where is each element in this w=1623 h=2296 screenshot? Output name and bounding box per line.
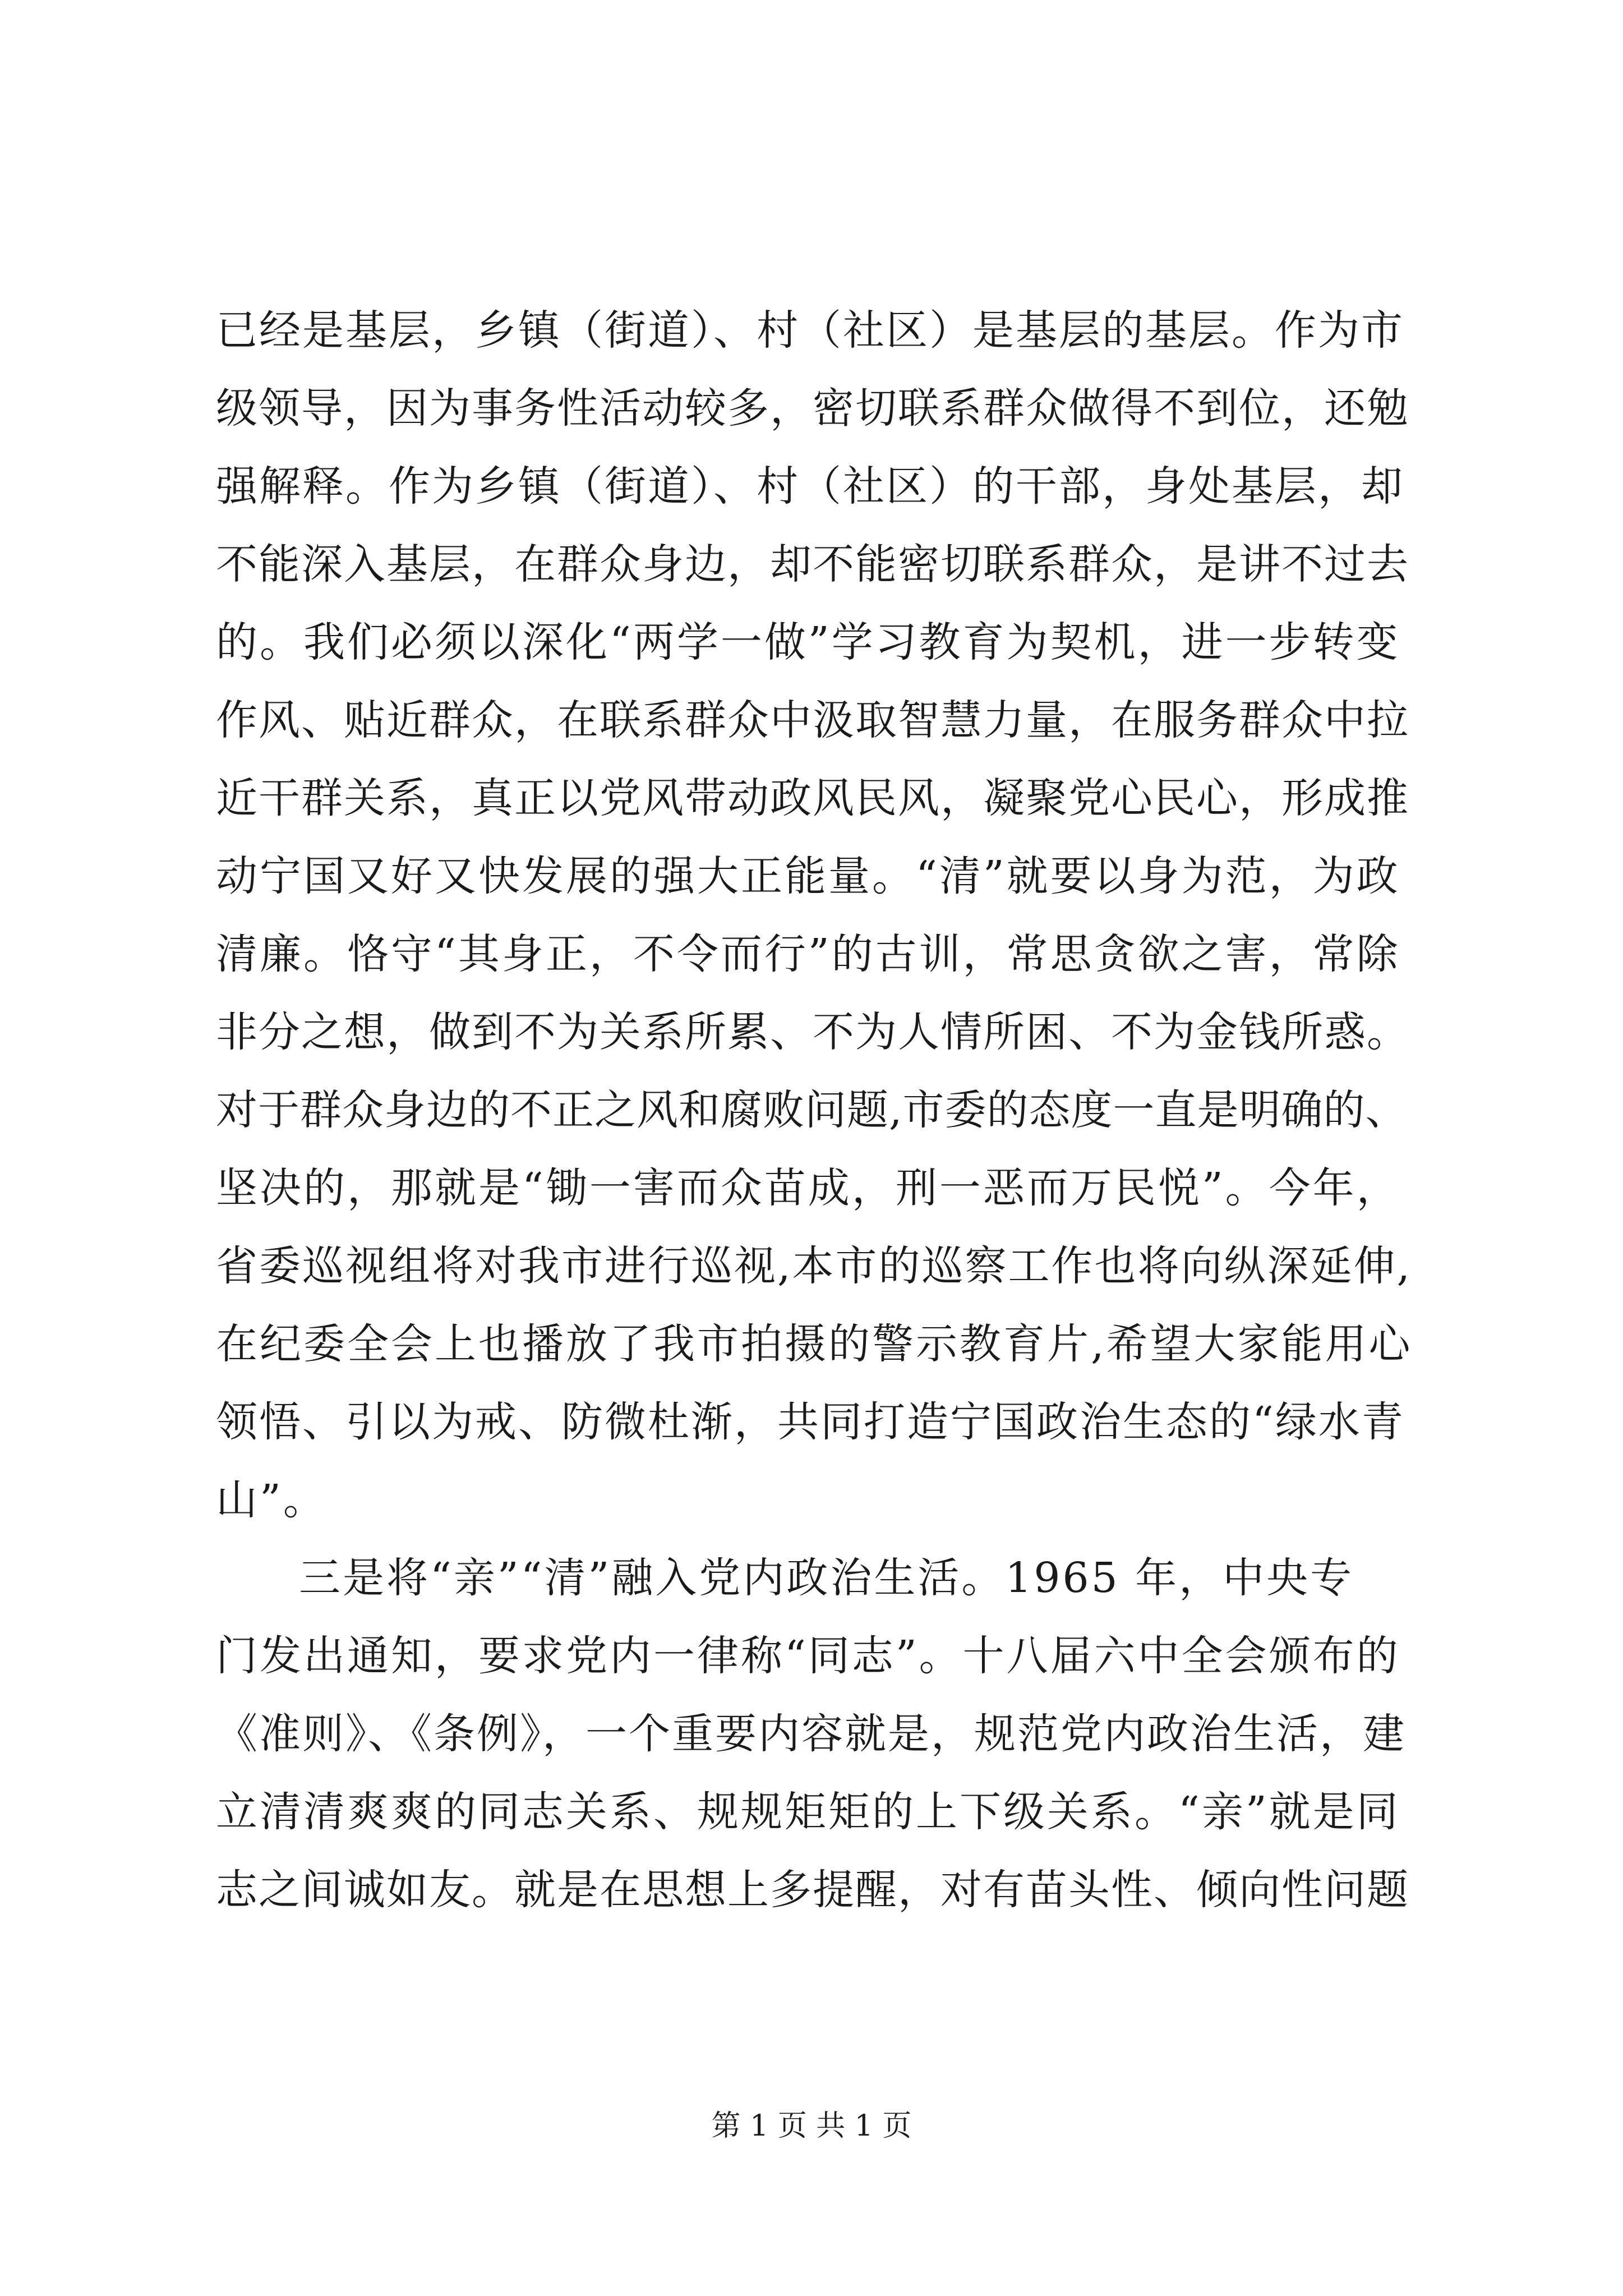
text-line: 的。我们必须以深化“两学一做”学习教育为契机，进一步转变 [216,618,1400,666]
text-line: 《准则》、《条例》，一个重要内容就是，规范党内政治生活，建 [216,1710,1406,1758]
text-line: 领悟、引以为戒、防微杜渐，共同打造宁国政治生态的“绿水青 [216,1398,1405,1446]
text-line: 强解释。作为乡镇（街道）、村（社区）的干部，身处基层，却 [216,462,1404,510]
text-line: 门发出通知，要求党内一律称“同志”。十八届六中全会颁布的 [216,1632,1400,1680]
text-line: 清廉。恪守“其身正，不令而行”的古训，常思贪欲之害，常除 [216,930,1400,978]
paragraph-start-line: 三是将“亲”“清”融入党内政治生活。1965 年，中央专 [299,1554,1354,1602]
text-line: 不能深入基层，在群众身边，却不能密切联系群众，是讲不过去 [216,540,1409,588]
text-line: 已经是基层，乡镇（街道）、村（社区）是基层的基层。作为市 [216,306,1404,355]
text-line: 作风、贴近群众，在联系群众中汲取智慧力量，在服务群众中拉 [216,696,1409,744]
text-line: 省委巡视组将对我市进行巡视,本市的巡察工作也将向纵深延伸, [216,1242,1412,1290]
text-line: 山”。 [216,1476,327,1524]
text-line: 动宁国又好又快发展的强大正能量。“清”就要以身为范，为政 [216,852,1400,900]
document-body [216,292,1416,1929]
text-line: 坚决的，那就是“锄一害而众苗成，刑一恶而万民悦”。今年， [216,1164,1400,1212]
text-line: 对于群众身边的不正之风和腐败问题,市委的态度一直是明确的、 [216,1086,1408,1134]
text-line: 非分之想，做到不为关系所累、不为人情所困、不为金钱所惑。 [216,1008,1409,1056]
text-line: 级领导，因为事务性活动较多，密切联系群众做得不到位，还勉 [216,384,1409,432]
text-line: 志之间诚如友。就是在思想上多提醒，对有苗头性、倾向性问题 [216,1866,1409,1914]
text-line: 立清清爽爽的同志关系、规规矩矩的上下级关系。“亲”就是同 [216,1788,1400,1836]
text-line: 近干群关系，真正以党风带动政风民风，凝聚党心民心，形成推 [216,774,1409,822]
page-number-footer: 第 1 页 共 1 页 [711,2109,912,2143]
text-line: 在纪委全会上也播放了我市拍摄的警示教育片,希望大家能用心 [216,1320,1413,1368]
